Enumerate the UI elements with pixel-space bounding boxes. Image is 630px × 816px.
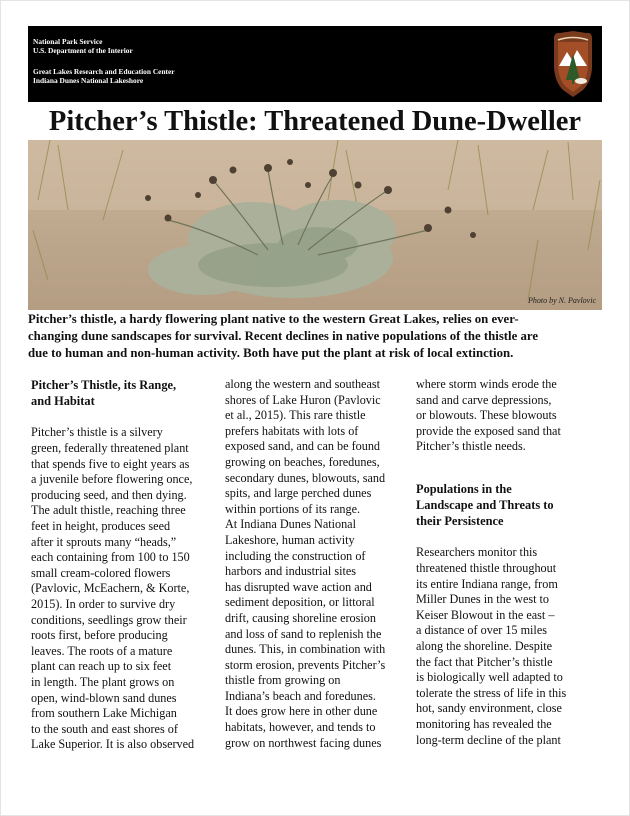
text-line: open, wind-blown sand dunes <box>31 690 177 705</box>
text-line: a juvenile before flowering once, <box>31 472 193 487</box>
heading-line: Populations in the <box>416 481 512 496</box>
heading-line: their Persistence <box>416 514 504 529</box>
text-line: from southern Lake Michigan <box>31 706 177 721</box>
text-line: Pitcher’s thistle needs. <box>416 439 526 454</box>
column-3 <box>416 377 602 748</box>
text-line: sediment deposition, or littoral <box>225 595 375 610</box>
text-line: including the construction of <box>225 548 366 563</box>
intro-line: changing dune sandscapes for survival. Recent declines in native populations of the thistle are <box>28 329 539 343</box>
text-line: green, federally threatened plant <box>31 441 189 455</box>
col2-body <box>225 377 412 751</box>
text-line: in length. The plant grows on <box>31 674 175 689</box>
text-line: thistle from growing on <box>225 673 341 688</box>
text-line: where storm winds erode the <box>416 377 557 391</box>
text-line: a distance of over 15 miles <box>416 623 547 638</box>
agency-name: National Park Service <box>33 37 103 46</box>
text-line: Lake Superior. It is also observed <box>31 737 195 752</box>
text-line: prefers habitats with lots of <box>225 423 359 438</box>
text-line: spits, and large perched dunes <box>225 486 372 501</box>
text-line: producing seed, and then dying. <box>31 487 187 502</box>
text-line: growing on beaches, foredunes, <box>225 454 380 469</box>
text-line: hot, sandy environment, close <box>416 701 562 716</box>
thistle-photo-image <box>28 140 602 310</box>
text-line: feet in height, produces seed <box>31 518 171 533</box>
text-line: Keiser Blowout in the east – <box>416 607 555 622</box>
nps-arrowhead-icon <box>550 30 596 98</box>
intro-line: due to human and non-human activity. Both have put the plant at risk of local extinction. <box>28 346 514 360</box>
text-line: plant can reach up to six feet <box>31 659 172 674</box>
text-line: storm erosion, prevents Pitcher’s <box>225 657 386 672</box>
col3-body-bottom <box>416 545 602 748</box>
text-line: each containing from 100 to 150 <box>31 550 190 565</box>
thistle-photo <box>28 140 602 310</box>
text-line: after it sprouts many “heads,” <box>31 534 177 549</box>
text-line: provide the exposed sand that <box>416 423 561 438</box>
text-line: dunes. This, in combination with <box>225 642 386 657</box>
intro-paragraph <box>28 311 602 362</box>
text-line: grow on northwest facing dunes <box>225 735 382 750</box>
text-line: roots first, before producing <box>31 628 168 643</box>
park-name: Indiana Dunes National Lakeshore <box>33 76 144 85</box>
text-line: At Indiana Dunes National <box>225 517 356 532</box>
col1-body <box>31 425 221 752</box>
text-line: its entire Indiana range, from <box>416 576 558 591</box>
photo-credit: Photo by N. Pavlovic <box>528 296 596 305</box>
text-line: threatened thistle throughout <box>416 560 557 575</box>
header-banner <box>28 26 602 102</box>
text-line: Indiana’s beach and foredunes. <box>225 688 376 703</box>
col3-body-top <box>416 377 602 455</box>
text-line: long-term decline of the plant <box>416 732 561 747</box>
text-line: is biologically well adapted to <box>416 670 563 685</box>
heading-line: and Habitat <box>31 394 95 409</box>
text-line: along the shoreline. Despite <box>416 638 553 653</box>
text-line: The adult thistle, reaching three <box>31 503 186 518</box>
text-line: harbors and industrial sites <box>225 564 356 579</box>
text-line: Researchers monitor this <box>416 545 538 560</box>
text-line: conditions, seedlings grow their <box>31 612 187 627</box>
text-line: the fact that Pitcher’s thistle <box>416 654 553 669</box>
column-1 <box>31 377 221 753</box>
text-line: et al., 2015). This rare thistle <box>225 408 366 423</box>
text-line: leaves. The roots of a mature <box>31 643 173 658</box>
heading-line: Pitcher’s Thistle, its Range, <box>31 378 177 392</box>
department-name: U.S. Department of the Interior <box>33 46 133 55</box>
text-line: to the south and east shores of <box>31 721 178 736</box>
text-line: (Pavlovic, McEachern, & Korte, <box>31 581 190 596</box>
heading-line: Landscape and Threats to <box>416 497 554 512</box>
text-line: secondary dunes, blowouts, sand <box>225 470 386 485</box>
text-line: It does grow here in other dune <box>225 704 378 719</box>
page-title: Pitcher’s Thistle: Threatened Dune-Dweller <box>48 106 582 137</box>
section-heading-populations-threats <box>416 481 602 530</box>
column-2 <box>225 377 412 751</box>
text-line: and loss of sand to replenish the <box>225 626 382 641</box>
text-line: or blowouts. These blowouts <box>416 408 557 423</box>
text-line: has disrupted wave action and <box>225 579 372 594</box>
text-line: Pitcher’s thistle is a silvery <box>31 425 163 440</box>
text-line: tolerate the stress of life in this <box>416 685 567 700</box>
text-line: exposed sand, and can be found <box>225 439 381 454</box>
text-line: within portions of its range. <box>225 501 361 516</box>
center-name: Great Lakes Research and Education Center <box>33 67 175 76</box>
intro-line: Pitcher’s thistle, a hardy flowering plant native to the western Great Lakes, relies on ever- <box>28 312 519 326</box>
text-line: along the western and southeast <box>225 377 381 391</box>
text-line: sand and carve depressions, <box>416 392 552 407</box>
text-line: shores of Lake Huron (Pavlovic <box>225 392 381 407</box>
text-line: small cream-colored flowers <box>31 565 171 580</box>
text-line: monitoring has revealed the <box>416 716 552 731</box>
text-line: habitats, however, and tends to <box>225 720 376 735</box>
text-line: 2015). In order to survive dry <box>31 596 176 611</box>
text-line: that spends five to eight years as <box>31 456 190 471</box>
text-line: drift, causing shoreline erosion <box>225 610 376 625</box>
text-line: Lakeshore, human activity <box>225 532 355 547</box>
section-heading-range-habitat <box>31 377 221 410</box>
text-line: Miller Dunes in the west to <box>416 592 550 607</box>
